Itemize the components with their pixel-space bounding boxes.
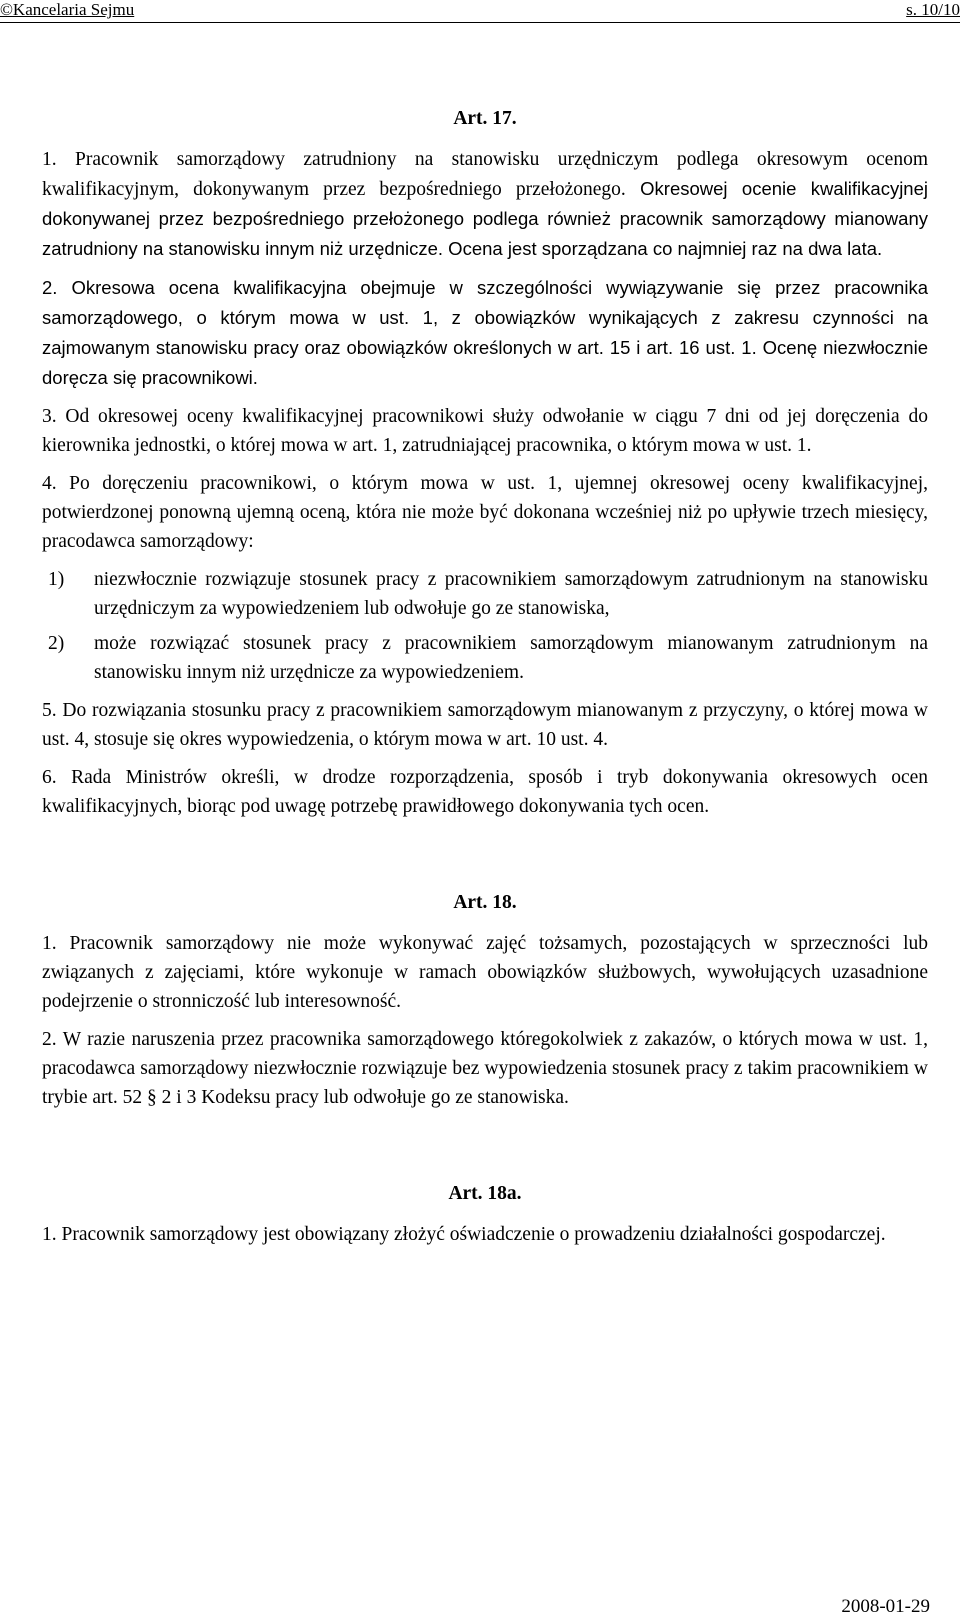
art-17-paragraph-2-part-a: 2. Okresowa ocena kwalifikacyjna obejmuje w szczególności wywiązywanie się przez pracownika samorządowego, o którym mowa w ust. (42, 277, 928, 328)
art-17-paragraph-2 (42, 273, 928, 393)
footer-date: 2008-01-29 (841, 1596, 930, 1617)
art-17-paragraph-6: 6. Rada Ministrów określi, w drodze rozporządzenia, sposób i tryb dokonywania okresowych ocen kwalifikacyjnych, biorąc pod uwagę potrzebę prawidłowego dokonywania tych ocen. (42, 767, 928, 817)
art-17-title: Art. 17. (453, 108, 517, 129)
art-17-paragraph-4: 4. Po doręczeniu pracownikowi, o którym mowa w ust. 1, ujemnej okresowej oceny kwalifikacyjnej, potwierdzonej ponowną ujemną oceną, która nie może być dokonana wcześniej niż po upływie trzech miesięcy, pracodawca samorządowy: (42, 473, 928, 552)
list-item-text: niezwłocznie rozwiązuje stosunek pracy z pracownikiem samorządowym zatrudnionym na stanowisku urzędniczym za wypowiedzeniem lub odwołuje go ze stanowiska, (94, 569, 928, 619)
header-source: ©Kancelaria Sejmu (0, 0, 135, 19)
document-body (42, 104, 928, 1258)
art-18a-paragraph-1: 1. Pracownik samorządowy jest obowiązany złożyć oświadczenie o prowadzeniu działalności gospodarczej. (42, 1224, 886, 1245)
art-18-title: Art. 18. (453, 892, 517, 913)
list-item (42, 565, 928, 623)
art-17-paragraph-5: 5. Do rozwiązania stosunku pracy z pracownikiem samorządowym mianowanym z przyczyny, o której mowa w ust. 4, stosuje się okres wypowiedzenia, o którym mowa w art. 10 ust. 4. (42, 700, 928, 750)
header-page-number: s. 10/10 (906, 0, 960, 19)
list-item-number: 2) (48, 633, 65, 654)
art-18a-title: Art. 18a. (448, 1183, 522, 1204)
header-rule (0, 22, 960, 23)
art-18-paragraph-1: 1. Pracownik samorządowy nie może wykonywać zajęć tożsamych, pozostających w sprzeczności lub związanych z zajęciami, które wykonuje w ramach obowiązków służbowych, wywołujących uzasadnione podejrzenie o stronniczość lub interesowność. (42, 933, 928, 1012)
art-17-paragraph-1-part-b: Okresowej ocenie kwalifikacyjnej dokonywanej przez bezpośredniego przełożonego podlega również pracownik samorządowy mianowany zatrudniony na stanowisku innym niż urzędnicze. Ocena jest sporządzana co najmniej raz na dwa lata. (42, 178, 928, 259)
list-item-number: 1) (48, 569, 65, 590)
art-17-paragraph-3: 3. Od okresowej oceny kwalifikacyjnej pracownikowi służy odwołanie w ciągu 7 dni od jej doręczenia do kierownika jednostki, o której mowa w art. 1, zatrudniającej pracownika, o którym mowa w ust. 1. (42, 406, 928, 456)
list-item-text: może rozwiązać stosunek pracy z pracownikiem samorządowym mianowanym zatrudnionym na stanowisku innym niż urzędnicze za wypowiedzeniem. (94, 633, 928, 683)
art-18-paragraph-2: 2. W razie naruszenia przez pracownika samorządowego któregokolwiek z zakazów, o których mowa w ust. 1, pracodawca samorządowy niezwłocznie rozwiązuje bez wypowiedzenia stosunek pracy z takim pracownikiem w trybie art. 52 § 2 i 3 Kodeksu pracy lub odwołuje go ze stanowiska. (42, 1029, 928, 1108)
art-17-paragraph-1-part-a: 1. Pracownik samorządowy zatrudniony na stanowisku urzędniczym podlega okresowym ocenom kwalifikacyjnym, dokonywanym przez bezpośredniego przełożonego. (42, 149, 928, 200)
art-17-paragraph-1 (42, 145, 928, 264)
section-spacer (42, 1121, 928, 1179)
art-17-paragraph-2-part-b: 1, z obowiązków wynikających z zakresu czynności na zajmowanym stanowisku pracy oraz obowiązków określonych w art. 15 i art. 16 ust. 1. Ocenę niezwłocznie doręcza się pracownikowi. (42, 307, 928, 388)
list-item (42, 629, 928, 687)
section-spacer (42, 830, 928, 888)
art-17-list (42, 565, 928, 687)
